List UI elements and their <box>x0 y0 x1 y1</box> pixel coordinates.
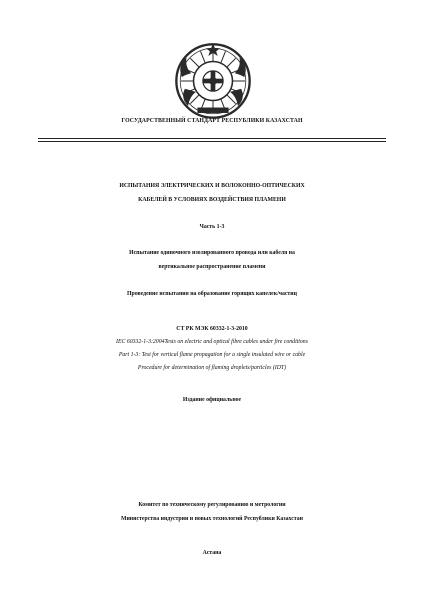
standard-code: СТ РК МЭК 60332-1-3-2010 <box>176 326 248 332</box>
document-subtitle-line1: Испытание одиночного изолированного провода или кабеля на <box>129 250 295 256</box>
ministry-name: Министерства индустрии и новых технологий Республики Казахстан <box>121 516 303 522</box>
document-title-line2: КАБЕЛЕЙ В УСЛОВИЯХ ВОЗДЕЙСТВИЯ ПЛАМЕНИ <box>138 197 286 203</box>
iec-reference-line1: IEC 60332-1-3:2004Tests on electric and optical fibre cables under fire conditions <box>116 339 308 345</box>
document-title-line1: ИСПЫТАНИЯ ЭЛЕКТРИЧЕСКИХ И ВОЛОКОННО-ОПТИЧЕСКИХ <box>119 183 305 189</box>
document-subtitle-line3: Проведение испытания на образование горящих капелек/частиц <box>127 291 297 297</box>
committee-name: Комитет по техническому регулированию и метрологии <box>138 502 286 508</box>
edition-label: Издание официальное <box>182 397 242 403</box>
document-subtitle-line2: вертикальное распространение пламени <box>158 264 266 270</box>
state-emblem-icon <box>174 42 252 120</box>
city-name: Астана <box>202 550 222 556</box>
header-title: ГОСУДАРСТВЕННЫЙ СТАНДАРТ РЕСПУБЛИКИ КАЗАХСТАН <box>121 118 303 124</box>
iec-reference-line2: Part 1-3: Test for vertical flame propagation for a single insulated wire or cable <box>118 352 306 358</box>
iec-reference-line3: Procedure for determination of flaming droplets/particles (IDT) <box>137 365 287 371</box>
header-rule-bottom <box>38 141 386 142</box>
document-part: Часть 1-3 <box>199 224 225 230</box>
header-rule-top <box>38 138 386 139</box>
